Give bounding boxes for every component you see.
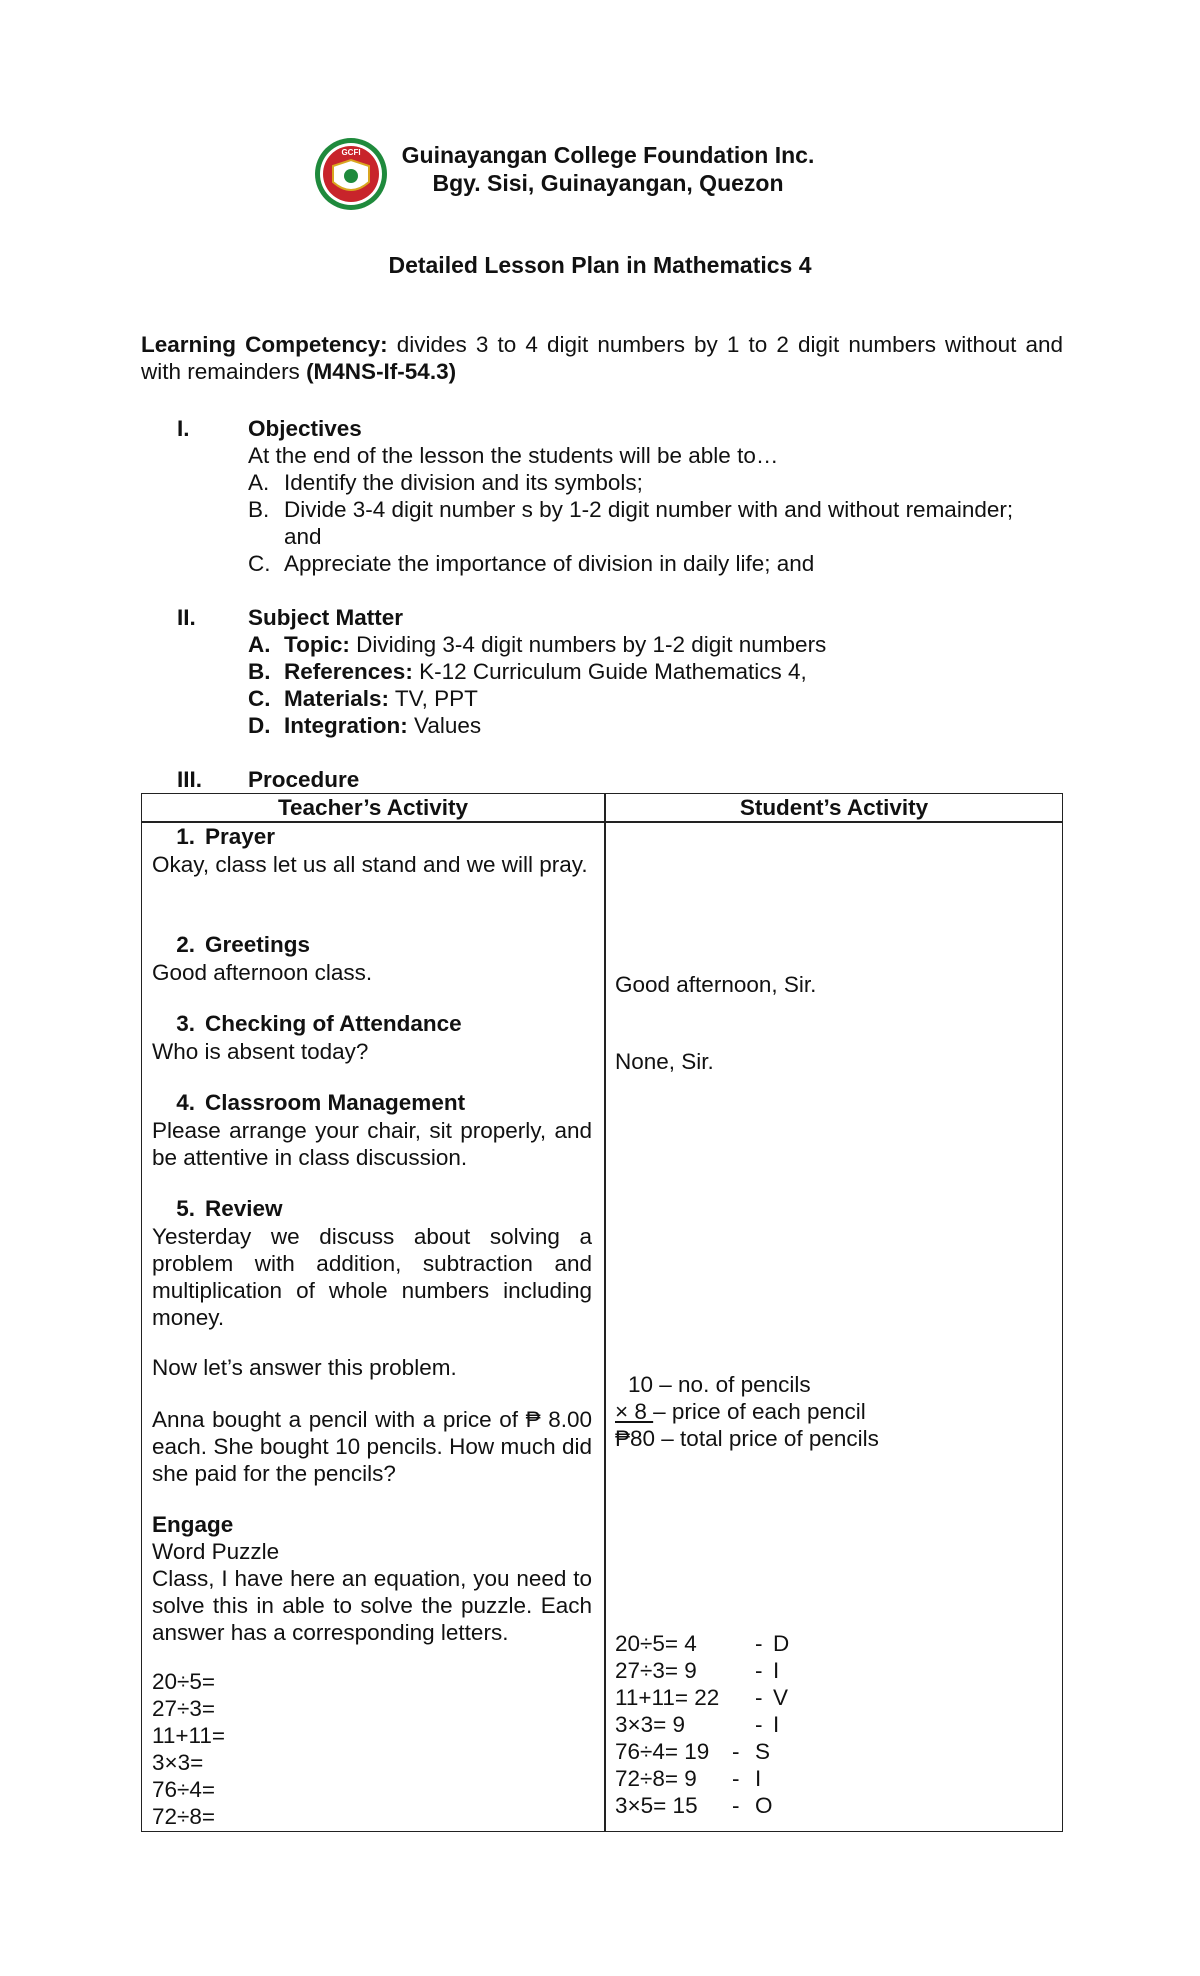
calc-line-price: × 8 – price of each pencil [615, 1399, 866, 1424]
equation-item: 20÷5= [152, 1669, 216, 1694]
answer-equation: 3×5= 15 [615, 1793, 698, 1818]
prayer-text: Okay, class let us all stand and we will pray. [152, 852, 588, 877]
school-logo [313, 136, 389, 212]
greetings-text: Good afternoon class. [152, 960, 373, 985]
objective-item: A. Identify the division and its symbols; [248, 470, 643, 495]
equation-item: 3×3= [152, 1750, 204, 1775]
header-row-divider [142, 821, 1062, 823]
answer-letter: D [773, 1631, 790, 1656]
competency-code: (M4NS-If-54.3) [306, 359, 457, 384]
competency-text: divides 3 to 4 digit numbers by 1 to 2 digit numbers without and with remainders [141, 332, 1063, 384]
answer-letter: S [755, 1739, 771, 1764]
step-attendance: 3. Checking of Attendance [176, 1011, 462, 1036]
objectives-numeral: I. [177, 416, 190, 441]
answer-equation: 11+11= 22 [615, 1685, 720, 1710]
equation-item: 72÷8= [152, 1804, 216, 1829]
subject-matter-item: D. Integration: Values [248, 713, 482, 738]
attendance-text: Who is absent today? [152, 1039, 369, 1064]
answer-equation: 76÷4= 19 [615, 1739, 710, 1764]
answer-equation: 27÷3= 9 [615, 1658, 697, 1683]
calc-line-total: ₱80 – total price of pencils [615, 1426, 879, 1451]
procedure-heading: Procedure [248, 767, 360, 792]
answer-equation: 20÷5= 4 [615, 1631, 697, 1656]
procedure-numeral: III. [177, 767, 203, 792]
answer-dash: - [732, 1793, 740, 1818]
objective-item: B. Divide 3-4 digit number s by 1-2 digit number with and without remainder; [248, 497, 1014, 522]
step-classroom-management: 4. Classroom Management [176, 1090, 466, 1115]
answer-letter: I [773, 1658, 780, 1683]
subject-matter-heading: Subject Matter [248, 605, 404, 630]
greeting-reply: Good afternoon, Sir. [615, 972, 817, 997]
procedure-table [141, 793, 1063, 1832]
subject-matter-item: B. References: K-12 Curriculum Guide Mathematics 4, [248, 659, 807, 684]
objective-item: C. Appreciate the importance of division in daily life; and [248, 551, 815, 576]
attendance-reply: None, Sir. [615, 1049, 714, 1074]
equation-item: 76÷4= [152, 1777, 216, 1802]
teacher-activity-header: Teacher’s Activity [277, 795, 469, 820]
problem-intro-text: Now let’s answer this problem. [152, 1355, 457, 1380]
answer-letter: I [755, 1766, 762, 1791]
answer-dash: - [755, 1712, 763, 1737]
classroom-management-text: Please arrange your chair, sit properly, and be attentive in class discussion. [152, 1118, 592, 1170]
subject-matter-item: C. Materials: TV, PPT [248, 686, 478, 711]
step-prayer: 1. Prayer [176, 824, 276, 849]
answer-letter: O [755, 1793, 773, 1818]
competency-label: Learning Competency: [141, 332, 388, 357]
answer-dash: - [755, 1658, 763, 1683]
objectives-heading: Objectives [248, 416, 362, 441]
school-address: Bgy. Sisi, Guinayangan, Quezon [432, 170, 784, 196]
document-title: Detailed Lesson Plan in Mathematics 4 [388, 252, 812, 278]
answer-equation: 72÷8= 9 [615, 1766, 697, 1791]
review-text: Yesterday we discuss about solving a problem with addition, subtraction and multiplication of whole numbers including money. [152, 1224, 592, 1330]
objectives-intro: At the end of the lesson the students will be able to… [248, 443, 779, 468]
answer-letter: I [773, 1712, 780, 1737]
calc-line-pencils: 10 – no. of pencils [628, 1372, 811, 1397]
objective-item-continuation: and [284, 524, 322, 549]
problem-text: Anna bought a pencil with a price of ₱ 8.00 each. She bought 10 pencils. How much did she paid for the pencils? [152, 1407, 592, 1486]
answer-dash: - [732, 1766, 740, 1791]
column-divider [604, 794, 606, 1831]
subject-matter-numeral: II. [177, 605, 196, 630]
engage-heading: Engage [152, 1512, 234, 1537]
word-puzzle-label: Word Puzzle [152, 1539, 280, 1564]
answer-letter: V [773, 1685, 789, 1710]
step-greetings: 2. Greetings [176, 932, 311, 957]
student-activity-header: Student’s Activity [739, 795, 929, 820]
answer-equation: 3×3= 9 [615, 1712, 686, 1737]
school-name: Guinayangan College Foundation Inc. [401, 142, 815, 168]
subject-matter-item: A. Topic: Dividing 3-4 digit numbers by 1-2 digit numbers [248, 632, 827, 657]
step-review: 5. Review [176, 1196, 283, 1221]
equation-item: 11+11= [152, 1723, 225, 1748]
learning-competency [141, 331, 1063, 385]
logo-text: GCFI [341, 148, 361, 157]
answer-dash: - [732, 1739, 740, 1764]
answer-dash: - [755, 1631, 763, 1656]
equation-item: 27÷3= [152, 1696, 216, 1721]
answer-dash: - [755, 1685, 763, 1710]
engage-text: Class, I have here an equation, you need to solve this in able to solve the puzzle. Each answer has a corresponding letters. [152, 1566, 592, 1645]
